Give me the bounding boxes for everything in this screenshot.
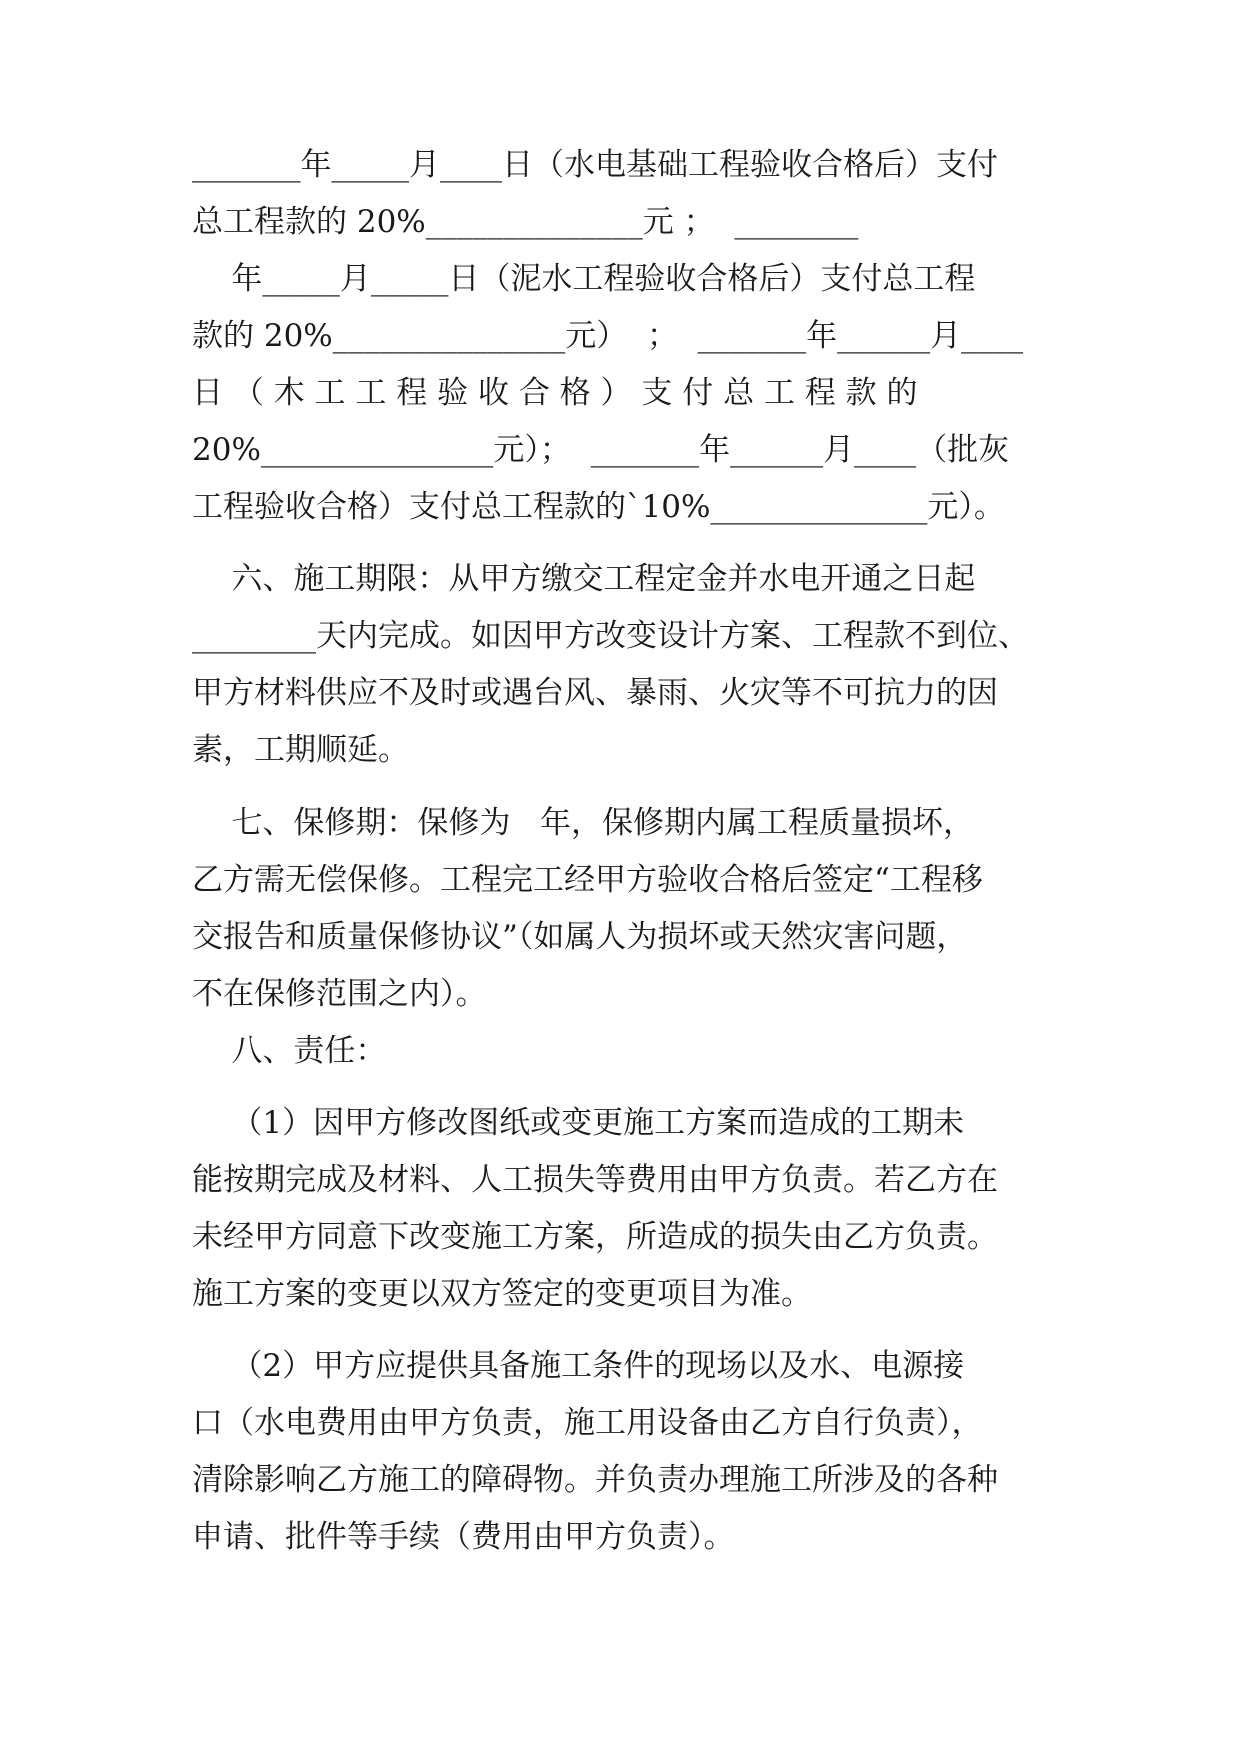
text-line: 不在保修范围之内）。: [192, 976, 487, 1012]
text-line: 七、保修期：保修为 年，保修期内属工程质量损坏，: [192, 805, 974, 841]
text-line: _______年_____月____日（水电基础工程验收合格后）支付: [192, 147, 998, 183]
text-line: 总工程款的 20%______________元 ； ________: [192, 204, 859, 240]
text-line: （1）因甲方修改图纸或变更施工方案而造成的工期未: [192, 1105, 965, 1141]
text-line: 工程验收合格）支付总工程款的`10%______________元）。: [192, 489, 1005, 525]
text-line: 申请、批件等手续（费用由甲方负责）。: [192, 1519, 735, 1555]
text-line: 乙方需无偿保修。工程完工经甲方验收合格后签定“工程移: [192, 862, 983, 898]
text-line: 清除影响乙方施工的障碍物。并负责办理施工所涉及的各种: [192, 1462, 998, 1498]
text-line: 交报告和质量保修协议”（如属人为损坏或天然灾害问题，: [192, 919, 968, 955]
text-line: 甲方材料供应不及时或遇台风、暴雨、火灾等不可抗力的因: [192, 675, 998, 711]
text-line: 素，工期顺延。: [192, 732, 409, 768]
text-line: 能按期完成及材料、人工损失等费用由甲方负责。若乙方在: [192, 1162, 998, 1198]
text-line: ________天内完成。如因甲方改变设计方案、工程款不到位、: [192, 618, 1029, 654]
text-line: 口（水电费用由甲方负责，施工用设备由乙方自行负责），: [192, 1405, 983, 1441]
text-line: 年_____月_____日（泥水工程验收合格后）支付总工程: [192, 261, 976, 297]
text-line: 八、责任：: [192, 1033, 387, 1069]
text-line: 日 （ 木 工 工 程 验 收 合 格 ） 支 付 总 工 程 款 的: [192, 375, 918, 411]
text-line: 六、施工期限：从甲方缴交工程定金并水电开通之日起: [192, 561, 976, 597]
text-line: 20%_______________元）； _______年______月____（批灰: [192, 432, 1010, 468]
text-line: 施工方案的变更以双方签定的变更项目为准。: [192, 1276, 812, 1312]
text-line: （2）甲方应提供具备施工条件的现场以及水、电源接: [192, 1348, 965, 1384]
text-line: 款的 20%_______________元） ； _______年______月____: [192, 318, 1024, 354]
text-line: 未经甲方同意下改变施工方案，所造成的损失由乙方负责。: [192, 1219, 998, 1255]
